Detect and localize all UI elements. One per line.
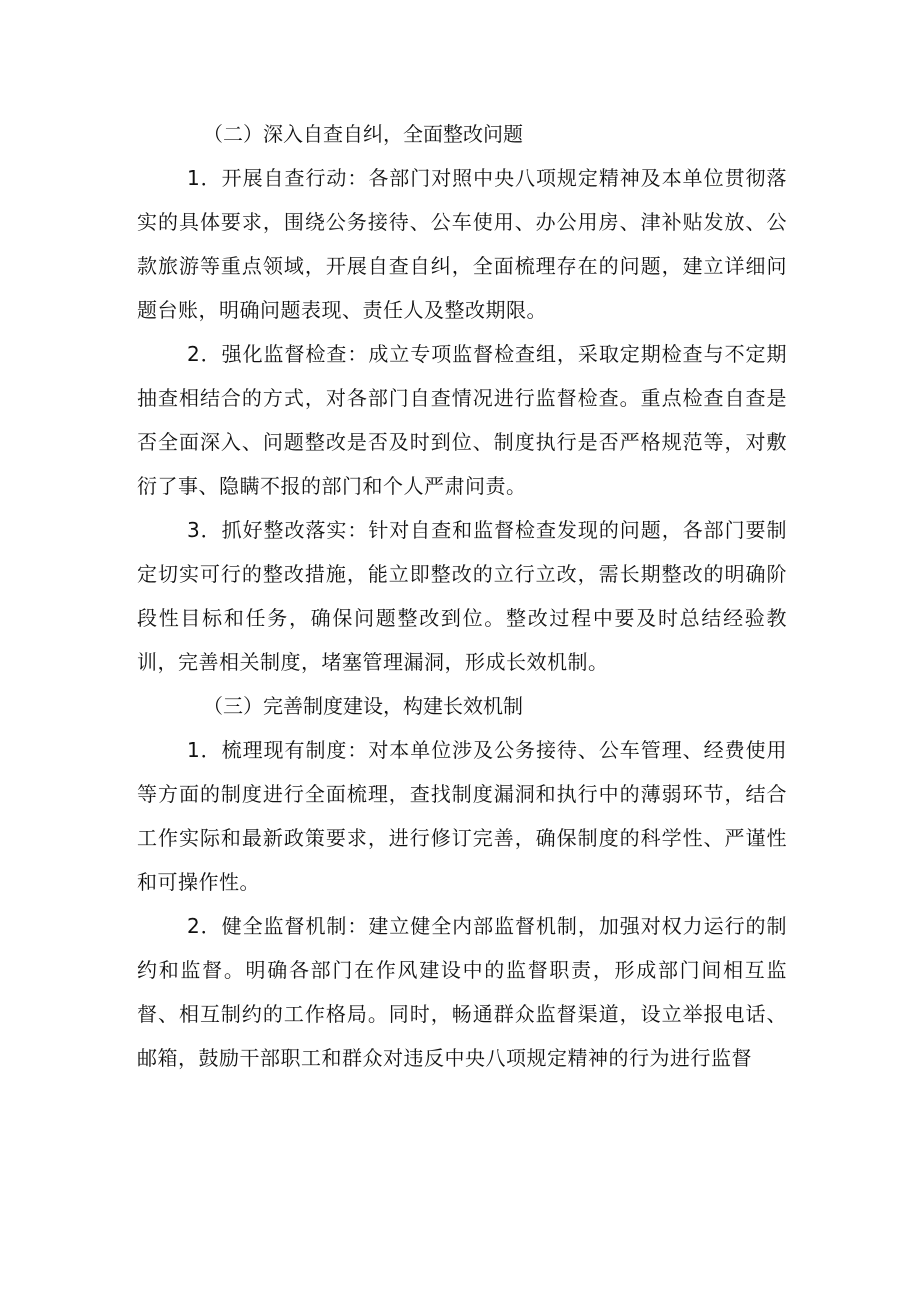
paragraph-supervision-mechanism: 2．健全监督机制：建立健全内部监督机制，加强对权力运行的制约和监督。明确各部门在作风建设中的监督职责，形成部门间相互监督、相互制约的工作格局。同时，畅通群众监督渠道，设立举报电话、邮箱，鼓励干部职工和群众对违反中央八项规定精神的行为进行监督 <box>137 914 787 1070</box>
section-three <box>137 684 787 1080</box>
paragraph-supervision: 2．强化监督检查：成立专项监督检查组，采取定期检查与不定期抽查相结合的方式，对各部门自查情况进行监督检查。重点检查自查是否全面深入、问题整改是否及时到位、制度执行是否严格规范等，对敷衍了事、隐瞒不报的部门和个人严肃问责。 <box>137 342 787 498</box>
section-two <box>137 112 787 684</box>
paragraph-review-systems: 1．梳理现有制度：对本单位涉及公务接待、公车管理、经费使用等方面的制度进行全面梳理，查找制度漏洞和执行中的薄弱环节，结合工作实际和最新政策要求，进行修订完善，确保制度的科学性、严谨性和可操作性。 <box>137 738 787 894</box>
section-heading: （二）深入自查自纠，全面整改问题 <box>203 122 523 146</box>
section-heading: （三）完善制度建设，构建长效机制 <box>203 694 523 718</box>
paragraph-rectification: 3．抓好整改落实：针对自查和监督检查发现的问题，各部门要制定切实可行的整改措施，能立即整改的立行立改，需长期整改的明确阶段性目标和任务，确保问题整改到位。整改过程中要及时总结经验教训，完善相关制度，堵塞管理漏洞，形成长效机制。 <box>137 518 787 674</box>
paragraph-self-inspection: 1．开展自查行动：各部门对照中央八项规定精神及本单位贯彻落实的具体要求，围绕公务接待、公车使用、办公用房、津补贴发放、公款旅游等重点领域，开展自查自纠，全面梳理存在的问题，建立详细问题台账，明确问题表现、责任人及整改期限。 <box>137 166 787 322</box>
document-body <box>137 112 787 1080</box>
